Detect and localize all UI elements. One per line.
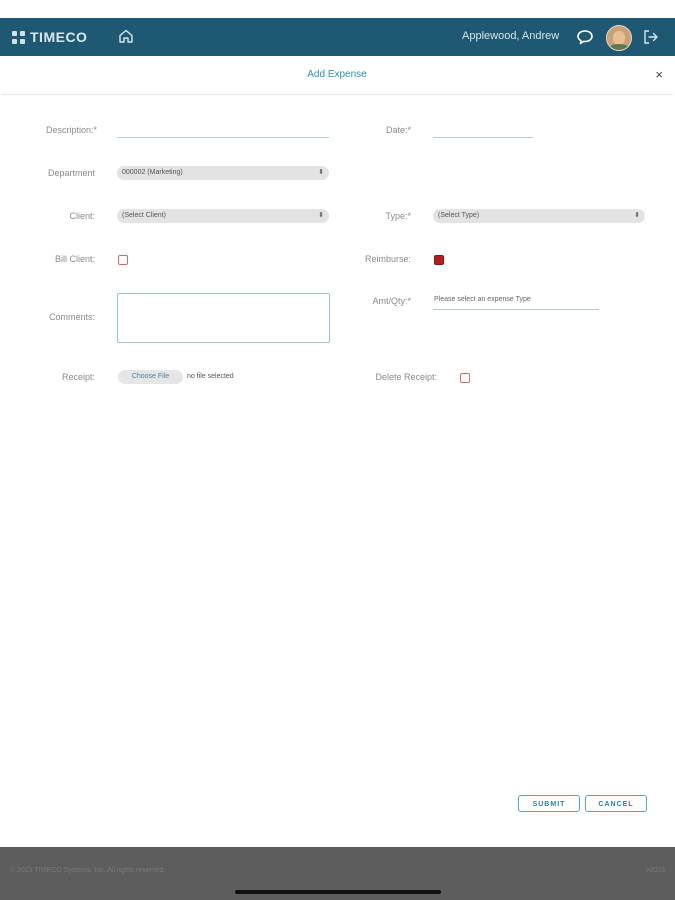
modal-title: Add Expense (307, 69, 367, 80)
modal-header (1, 57, 673, 95)
avatar-face (613, 31, 625, 45)
type-label: Type:* (385, 211, 411, 221)
logo-grid-icon (12, 31, 25, 44)
delete-receipt-label: Delete Receipt: (375, 372, 437, 382)
type-select[interactable] (433, 209, 645, 223)
client-select[interactable] (117, 209, 329, 223)
file-status: no file selected (187, 373, 234, 380)
date-input[interactable] (433, 123, 533, 138)
chevron-updown-icon: ⬍ (318, 212, 324, 219)
department-selected-value: 000002 (Marketing) (122, 169, 183, 176)
close-icon[interactable]: × (655, 67, 663, 82)
footer-version: v2023 (645, 867, 665, 874)
user-avatar[interactable] (606, 25, 632, 51)
comments-label: Comments: (48, 312, 95, 322)
home-icon[interactable] (118, 28, 134, 44)
description-label: Description:* (45, 125, 97, 135)
home-indicator[interactable] (235, 890, 441, 894)
cancel-button[interactable]: CANCEL (585, 795, 647, 812)
chevron-updown-icon: ⬍ (634, 212, 640, 219)
add-expense-modal (1, 57, 673, 847)
avatar-shirt (609, 44, 629, 51)
brand-logo[interactable] (12, 28, 87, 46)
type-selected-value: (Select Type) (438, 212, 480, 219)
reimburse-checkbox[interactable] (434, 255, 444, 265)
delete-receipt-checkbox[interactable] (460, 373, 470, 383)
logout-icon[interactable] (642, 29, 659, 45)
top-navigation-bar (0, 18, 675, 56)
amt-qty-label: Amt/Qty:* (372, 296, 411, 306)
department-select[interactable] (117, 166, 329, 180)
bill-client-checkbox[interactable] (118, 255, 128, 265)
bill-client-label: Bill Client: (54, 254, 95, 264)
receipt-label: Receipt: (61, 372, 95, 382)
brand-name: TIMECO (30, 29, 88, 45)
description-input[interactable] (117, 123, 329, 138)
footer-copyright: © 2023 TIMECO Systems, Inc. All rights reserved. (10, 867, 166, 874)
amt-qty-hint: Please select an expense Type (434, 296, 531, 303)
client-label: Client: (69, 211, 95, 221)
chat-bubble-icon[interactable] (576, 29, 594, 45)
choose-file-button[interactable]: Choose File (118, 370, 183, 384)
comments-textarea[interactable] (117, 293, 330, 343)
date-label: Date:* (385, 125, 411, 135)
chevron-updown-icon: ⬍ (318, 169, 324, 176)
department-label: Department (47, 168, 95, 178)
client-selected-value: (Select Client) (122, 212, 166, 219)
amt-qty-underline (433, 309, 599, 310)
submit-button[interactable]: SUBMIT (518, 795, 580, 812)
user-name[interactable]: Applewood, Andrew (462, 30, 560, 42)
reimburse-label: Reimburse: (364, 254, 411, 264)
